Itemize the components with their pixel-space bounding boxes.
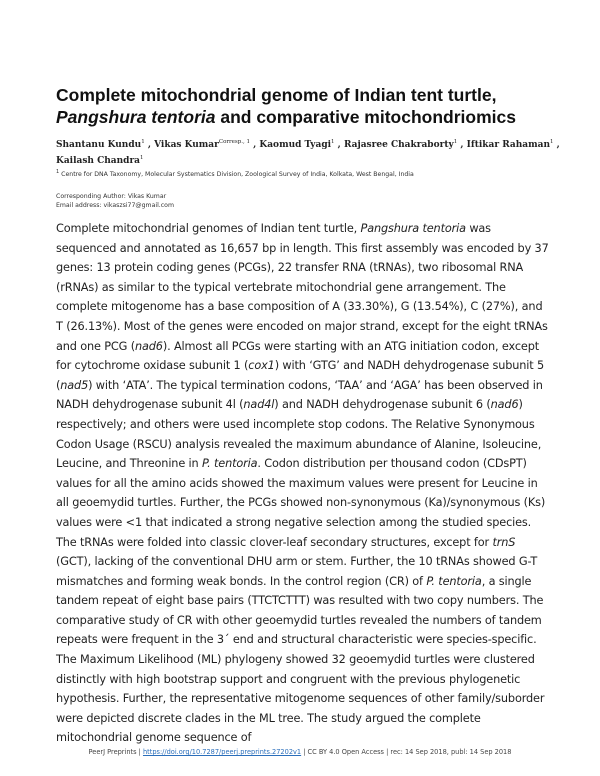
corresponding-author: Corresponding Author: Vikas Kumar bbox=[56, 193, 167, 200]
footer-suffix: | CC BY 4.0 Open Access | rec: 14 Sep 2018, publ: 14 Sep 2018 bbox=[301, 748, 512, 756]
page-footer bbox=[0, 748, 600, 756]
author-name: Kailash Chandra bbox=[56, 156, 141, 166]
author-affil-mark: 1 bbox=[453, 139, 458, 145]
author-name: Rajasree Chakraborty bbox=[343, 140, 454, 150]
corresponding-email: Email address: vikaszsi77@gmail.com bbox=[56, 201, 174, 209]
title-species: Pangshura tentoria bbox=[56, 107, 216, 127]
author-affil-mark: 1 bbox=[140, 155, 144, 161]
paper-title bbox=[56, 84, 556, 128]
abstract-text: Complete mitochondrial genomes of Indian tent turtle, Pangshura tentoria was sequenced and annotated as 16,657 bp in length. This first assembly was encoded by 37 genes: 13 protein coding genes (PCGs), 22 transfer RNA (tRNAs), two ribosomal RNA (rRNAs) as similar to the typical vertebrate mitochondrial gene arrangement. The complete mitogenome has a base composition of A (33.30%), G (13.54%), C (27%), and T (26.13%). Most of the genes were encoded on major strand, except for the eight tRNAs and one PCG (nad6). Almost all PCGs were starting with an ATG initiation codon, except for cytochrome oxidase subunit 1 (cox1) with ‘GTG’ and NADH dehydrogenase subunit 5 (nad5) with ‘ATA’. The typical termination codons, ‘TAA’ and ‘AGA’ has been observed in NADH dehydrogenase subunit 4l (nad4l) and NADH dehydrogenase subunit 6 (nad6) respectively; and others were used incomplete stop codons. The Relative Synonymous Codon Usage (RSCU) analysis revealed the maximum abundance of Alanine, Isoleucine, Leucine, and Threonine in P. tentoria. Codon distribution per thousand codon (CDsPT) values for all the amino acids showed the maximum values were present for Leucine in all geoemydid turtles. Further, the PCGs showed non-synonymous (Ka)/synonymous (Ks) values were <1 that indicated a strong negative selection among the studied species. The tRNAs were folded into classic clover-leaf secondary structures, except for trnS (GCT), lacking of the conventional DHU arm or stem. Further, the 10 tRNAs showed G-T mismatches and forming weak bonds. In the control region (CR) of P. tentoria, a single tandem repeat of eight base pairs (TTCTCTTT) was resulted with two copy numbers. The comparative study of CR with other geoemydid turtles revealed the numbers of tandem repeats were frequent in the 3´ end and structural characteristic were species-specific. The Maximum Likelihood (ML) phylogeny showed 32 geoemydid turtles were clustered distinctly with high bootstrap support and congruent with the previous phylogenetic hypothesis. Further, the representative mitogenome sequences of other family/suborder were depicted discrete clades in the ML tree. The study argued the complete mitochondrial genome sequence of bbox=[56, 222, 549, 745]
doi-link[interactable]: https://doi.org/10.7287/peerj.preprints.27202v1 bbox=[142, 748, 302, 756]
affiliation-mark: 1 bbox=[56, 169, 60, 175]
corresponding-info bbox=[56, 193, 576, 210]
affiliation-text: Centre for DNA Taxonomy, Molecular Systematics Division, Zoological Survey of India, Kolkata, West Bengal, India bbox=[61, 171, 414, 179]
author-list: Shantanu Kundu$^1$ , Vikas Kumar$^{Corresp., 1}$ , Kaomud Tyagi$^1$ , Rajasree Chakraborty$^1$ , Iftikar Rahaman$^1$ , Kailash Chandra$^1$ bbox=[56, 139, 560, 166]
author-name: Iftikar Rahaman bbox=[466, 140, 551, 150]
affiliation bbox=[56, 168, 576, 179]
author-name: Shantanu Kundu bbox=[56, 140, 142, 150]
author-affil-mark: Corresp., 1 bbox=[218, 139, 250, 145]
footer-prefix: PeerJ Preprints | bbox=[88, 748, 143, 756]
title-line2: and comparative mitochondriomics bbox=[215, 107, 516, 127]
author-affil-mark: 1 bbox=[550, 139, 554, 145]
author-affil-mark: 1 bbox=[331, 139, 335, 145]
author-name: Vikas Kumar bbox=[154, 140, 219, 150]
title-line1: Complete mitochondrial genome of Indian tent turtle, bbox=[56, 85, 497, 105]
author-affil-mark: 1 bbox=[141, 139, 145, 145]
author-name: Kaomud Tyagi bbox=[259, 140, 332, 150]
